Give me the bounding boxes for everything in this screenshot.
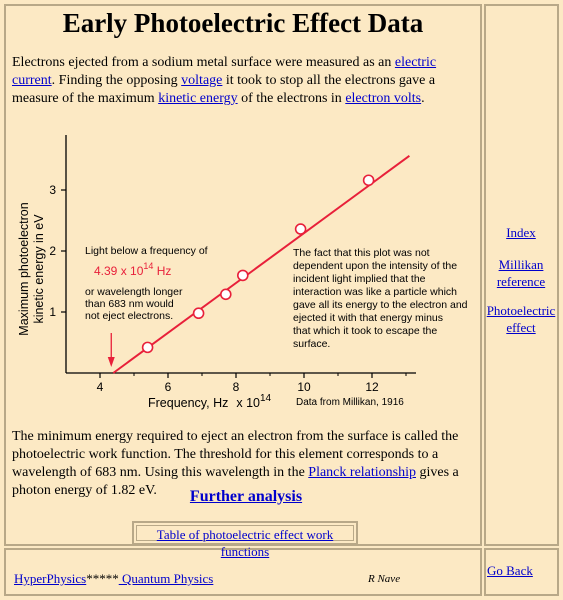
work-functions-table-link[interactable]: Table of photoelectric effect work functions	[156, 527, 334, 559]
footer-nav	[14, 571, 213, 587]
data-point	[194, 308, 204, 318]
further-analysis-container	[0, 488, 492, 506]
kinetic-energy-link[interactable]: kinetic energy	[158, 91, 238, 106]
intro-text: Electrons ejected from a sodium metal surface were measured as an	[12, 55, 395, 70]
footer-author: R Nave	[368, 573, 401, 585]
data-source-note: Data from Millikan, 1916	[296, 397, 404, 408]
electron-volts-link[interactable]: electron volts	[345, 91, 422, 106]
x-tick-label: 12	[365, 380, 379, 394]
annotation-threshold-line3: or wavelength longer	[85, 286, 183, 298]
electric-current-link[interactable]: electric current	[12, 55, 437, 88]
x-ticks	[97, 373, 406, 394]
annotation-threshold	[85, 245, 208, 322]
annotation-intensity-line: dependent upon the intensity of the	[293, 260, 458, 272]
y-tick-label: 1	[49, 305, 56, 319]
go-back-link[interactable]: Go Back	[487, 563, 533, 578]
threshold-arrow-head	[108, 357, 115, 367]
y-tick-label: 3	[49, 183, 56, 197]
annotation-intensity-line: gave all its energy to the electron and	[293, 299, 468, 311]
annotation-threshold-line5: not eject electrons.	[85, 310, 174, 322]
data-point	[296, 224, 306, 234]
planck-relationship-link[interactable]: Planck relationship	[308, 465, 416, 480]
summary-text: The minimum energy required to eject an electron from the surface is called the photoelectric work function. The threshold for this element corresponds to a wavelength of 683 nm. Using this wavelength in the	[12, 429, 459, 480]
y-ticks	[49, 183, 66, 319]
annotation-threshold-line4: than 683 nm would	[85, 298, 174, 310]
annotation-intensity-line: interaction was like a particle which	[293, 286, 457, 298]
x-tick-label: 6	[164, 380, 172, 394]
data-point	[364, 175, 374, 185]
summary-text-end: gives a photon energy of 1.82 eV.	[12, 465, 459, 498]
intro-text: .	[421, 91, 425, 106]
millikan-link-line2: reference	[496, 274, 546, 289]
threshold-frequency-unit: Hz	[153, 264, 172, 278]
photoelectric-link-line2: effect	[506, 320, 536, 335]
intro-paragraph	[12, 54, 478, 108]
annotation-intensity-line: surface.	[293, 338, 331, 350]
sidebar-item-index	[486, 224, 556, 241]
intro-text: of the electrons in	[237, 91, 346, 106]
y-axis-label-line2: kinetic energy in eV	[32, 214, 46, 324]
x-axis-label-exp-sup: 14	[260, 393, 272, 404]
index-link[interactable]: Index	[506, 225, 536, 240]
work-functions-table-box	[132, 521, 358, 559]
threshold-frequency-value: 4.39 x 10	[94, 264, 144, 278]
annotation-intensity-line: incident light implied that the	[293, 273, 426, 285]
photoelectric-chart	[10, 125, 470, 415]
hyperphysics-link[interactable]: HyperPhysics	[14, 571, 87, 586]
data-point	[221, 289, 231, 299]
annotation-intensity-line: that which it took to escape the	[293, 325, 438, 337]
work-functions-table-inner	[136, 525, 354, 559]
quantum-physics-link[interactable]: Quantum Physics	[118, 571, 214, 586]
data-point	[238, 270, 248, 280]
sidebar-item-photoelectric	[486, 302, 556, 336]
millikan-link-line1: Millikan	[498, 257, 544, 272]
y-axis-label-line1: Maximum photoelectron	[17, 202, 31, 336]
footer-stars: *****	[86, 571, 119, 586]
x-tick-label: 10	[297, 380, 311, 394]
y-tick-label: 2	[49, 244, 56, 258]
threshold-arrow	[108, 333, 115, 367]
annotation-intensity-line: ejected it with that energy minus	[293, 312, 443, 324]
annotation-threshold-line1: Light below a frequency of	[85, 245, 208, 257]
annotation-intensity-line: The fact that this plot was not	[293, 247, 430, 259]
intro-text: it took to stop all the electrons gave a measure of the maximum	[12, 73, 436, 106]
x-axis-label-exp: x 10	[236, 396, 260, 410]
page-title: Early Photoelectric Effect Data	[62, 8, 424, 38]
annotation-intensity	[293, 247, 468, 350]
x-axis-label	[148, 393, 272, 410]
x-tick-label: 8	[232, 380, 240, 394]
voltage-link[interactable]: voltage	[181, 73, 223, 88]
annotation-threshold-frequency	[94, 261, 171, 278]
photoelectric-effect-link[interactable]	[487, 303, 556, 335]
sidebar-item-millikan	[486, 256, 556, 290]
threshold-frequency-exp: 14	[143, 261, 154, 271]
photoelectric-link-line1: Photoelectric	[486, 303, 556, 318]
intro-text: . Finding the opposing	[51, 73, 182, 88]
x-axis-label-text: Frequency, Hz	[148, 396, 229, 410]
further-analysis-link[interactable]: Further analysis	[189, 488, 303, 505]
go-back-container	[487, 563, 533, 579]
millikan-reference-link[interactable]	[497, 257, 545, 289]
x-tick-label: 4	[96, 380, 104, 394]
data-point	[143, 342, 153, 352]
